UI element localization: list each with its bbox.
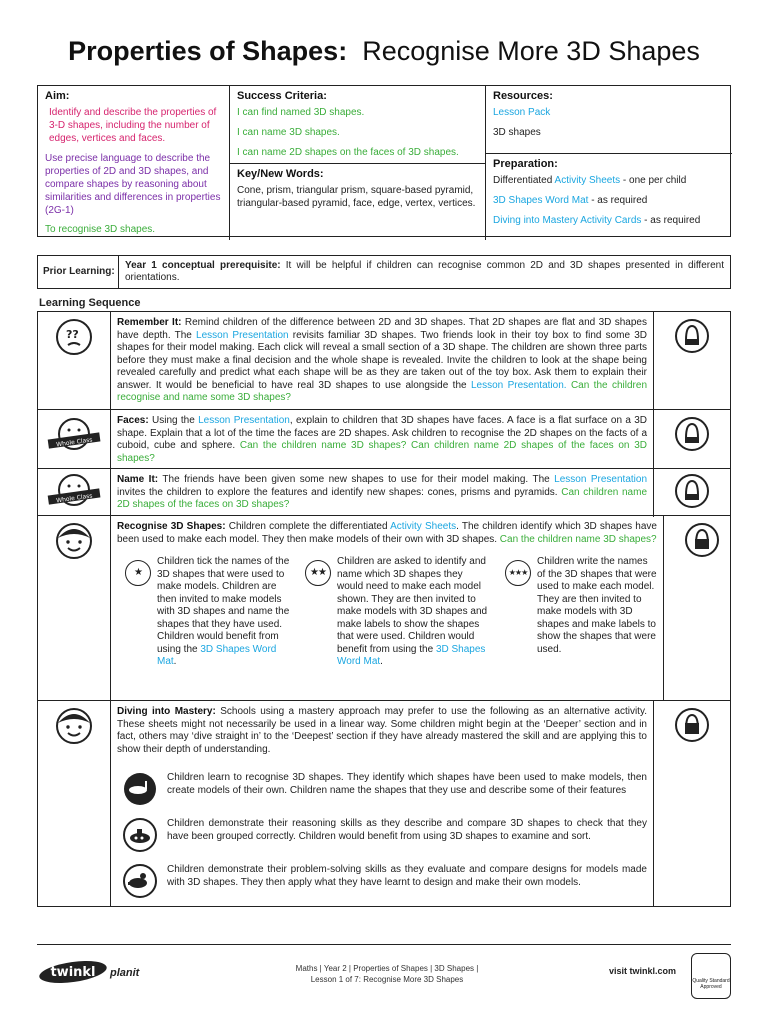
success-item-2: I can name 3D shapes. — [237, 127, 340, 138]
footer — [37, 944, 731, 1000]
activity-sheets-link[interactable]: Activity Sheets — [554, 175, 621, 186]
two-star-icon: ★★ — [305, 560, 331, 586]
success-heading: Success Criteria: — [237, 90, 327, 102]
nameit-presentation-link[interactable]: Lesson Presentation — [554, 474, 647, 485]
aim-item-3: To recognise 3D shapes. — [45, 224, 156, 235]
task-two-star: Children are asked to identify and name which 3D shapes they would need to make each model shown. They are then invited to make models with 3D shapes and make labels to show the shapes that were used. Children would benefit from using the 3D Shapes Word Mat. — [337, 556, 488, 667]
resources-column — [486, 86, 732, 240]
recognise-text: Recognise 3D Shapes: Children complete the differentiated Activity Sheets. The children identify which 3D shapes have been used to make each model. They then make models of their own with 3D shapes. Can the children name 3D shapes? ★ Children tick the names of the 3D shapes that were used to make models. Children are then invited to make models with 3D shapes and name the shapes that they have used. Children would benefit from using the 3D Shapes Word Mat. ★★ Children are asked to identify and name which 3D shapes they would need to make each model shown. They are then invited to make models with 3D shapes and make labels to show the shapes that were used. Children would benefit from using the 3D Shapes Word Mat. ★★★ Children write the names of the 3D shapes that were used to make each model. They are then invited to make models with 3D shapes and make labels to show the shapes that were used. — [117, 521, 657, 667]
aim-heading: Aim: — [45, 90, 70, 102]
lesson-pack-link[interactable]: Lesson Pack — [493, 107, 551, 118]
aim-item-1: Identify and describe the properties of 3-D shapes, including the number of edges, vertices and faces. — [49, 107, 217, 144]
preparation-heading: Preparation: — [493, 158, 558, 170]
prep-line-1: Differentiated Activity Sheets - one per child — [493, 175, 687, 186]
thinking-face-icon — [55, 318, 93, 356]
mastery-text: Diving into Mastery: Schools using a mastery approach may prefer to use the following as an alternative activity. These sheets might not necessarily be used in a linear way. Some children might begin at the ‘Deeper’ section and in fact, others may ‘dive straight in’ to the ‘Deepest’ section if they have already mastered the skill and are applying this to show their depth of understanding. Children learn to recognise 3D shapes. They identify which shapes have been used to make models, then create models of their own. Children name the shapes that they use and describe some of their features Children demonstrate their reasoning skills as they describe and compare 3D shapes to check that they have been grouped correctly. Children would benefit from using 3D shapes to examine and sort. Children demonstrate their problem-solving skills as they evaluate and compare designs for models made with 3D shapes. They then apply what they have learnt to design and make their own models. — [111, 701, 653, 906]
task-one-star: Children tick the names of the 3D shapes that were used to make models. Children are then invited to make models with 3D shapes and name the shapes that they have used. Children would benefit from using the 3D Shapes Word Mat. — [157, 556, 290, 667]
depth-gauge-half-icon — [684, 522, 720, 558]
remember-text: Remember It: Remind children of the difference between 2D and 3D shapes. That 2D shapes are flat and 3D shapes have depth. The Lesson Presentation revisits familiar 3D shapes. Two friends look in their toy box to find some 3D shapes for their model making. Each click will reveal a small section of a 3D shape. The children are shown three parts before they must make a final decision and the whole shape is revealed. Invite the children to look at the shape being revealed carefully and predict what each shape will be as they are taken out of the toy box. Ask them to explain their answer. It would be beneficial to have real 3D shapes to use alongside the Lesson Presentation. Can the children recognise and name some 3D shapes? — [117, 317, 648, 403]
resources-heading: Resources: — [493, 90, 553, 102]
word-mat-link-2[interactable]: 3D Shapes Word Mat — [337, 643, 486, 667]
row-recognise — [38, 516, 730, 701]
mastery-cards-link[interactable]: Diving into Mastery Activity Cards — [493, 215, 642, 226]
planit-logo: planit — [110, 967, 140, 979]
faces-presentation-link[interactable]: Lesson Presentation — [198, 415, 290, 426]
learning-sequence — [37, 311, 731, 907]
overview-table — [37, 85, 731, 237]
aim-item-2: Use precise language to describe the properties of 2D and 3D shapes, and compare shapes by reasoning about similarities and differences in properties (2G-1) — [45, 153, 221, 216]
aim-column — [38, 86, 230, 240]
depth-gauge-icon — [674, 473, 710, 509]
visit-link[interactable]: visit twinkl.com — [609, 966, 677, 976]
prior-text: Year 1 conceptual prerequisite: It will be helpful if children can recognise common 2D and 3D shapes presented in different orientations. — [118, 256, 730, 288]
depth-gauge-full-icon — [674, 707, 710, 743]
title-rest: Recognise More 3D Shapes — [362, 36, 700, 66]
page-title — [0, 36, 768, 67]
task-three-star: Children write the names of the 3D shapes that were used to make each model. They are then invited to make models with 3D shapes and make labels to show the shapes that were used. — [537, 556, 657, 655]
twinkl-logo-text: twinkl — [50, 965, 96, 980]
whole-class-icon — [46, 472, 102, 512]
whole-class-icon — [46, 416, 102, 456]
success-item-1: I can find named 3D shapes. — [237, 107, 365, 118]
row-mastery — [38, 701, 730, 906]
keywords-heading: Key/New Words: — [237, 168, 324, 180]
mastery-item-deeper: Children demonstrate their reasoning skills as they describe and compare 3D shapes to check that they have been grouped correctly. Children would benefit from using 3D shapes to examine and sort. — [117, 818, 647, 852]
presentation-link[interactable]: Lesson Presentation — [196, 329, 289, 341]
diver-icon — [123, 864, 157, 898]
sequence-heading: Learning Sequence — [39, 297, 141, 309]
differentiated-tasks — [117, 556, 657, 669]
snorkel-icon — [123, 772, 157, 806]
resources-text: 3D shapes — [493, 127, 541, 138]
three-star-icon: ★★★ — [505, 560, 531, 586]
prep-line-2: 3D Shapes Word Mat - as required — [493, 195, 648, 206]
whole-class-label: Whole Class — [55, 492, 93, 505]
nameit-text: Name It: The friends have been given some new shapes to use for their model making. The Lesson Presentation invites the children to explore the features and identify new shapes: cones, prisms and pyramids. Can children name 2D shapes of the faces on 3D shapes? — [117, 474, 648, 510]
row-faces — [38, 410, 730, 469]
whole-class-label: Whole Class — [55, 436, 93, 449]
prior-label: Prior Learning: — [43, 266, 115, 277]
prep-line-3: Diving into Mastery Activity Cards - as required — [493, 215, 701, 226]
word-mat-link-1[interactable]: 3D Shapes Word Mat — [157, 643, 277, 667]
child-face-icon — [55, 707, 93, 745]
faces-text: Faces: Using the Lesson Presentation, explain to children that 3D shapes have faces. A face is a flat surface on a 3D shape. Explain that a lot of the time the faces are 2D shapes. Ask children to recognise the 2D shapes on the facts of a cuboid, cube and sphere. Can the children name 3D shapes? Can children name 2D shapes of the faces on 3D shapes? — [117, 415, 648, 464]
success-item-3: I can name 2D shapes on the faces of 3D shapes. — [237, 147, 459, 158]
recognise-activity-link[interactable]: Activity Sheets — [390, 521, 457, 532]
depth-gauge-icon — [674, 416, 710, 452]
submarine-icon — [123, 818, 157, 852]
row-name-it — [38, 469, 730, 516]
title-bold: Properties of Shapes: — [68, 36, 348, 66]
keywords-text: Cone, prism, triangular prism, square-based pyramid, triangular-based pyramid, face, edge, vertex, vertices. — [237, 185, 476, 209]
presentation-link-2[interactable]: Lesson Presentation. — [470, 379, 567, 391]
prior-learning — [37, 255, 731, 289]
row-remember — [38, 312, 730, 410]
mastery-item-deepest: Children demonstrate their problem-solving skills as they evaluate and compare designs for models made with 3D shapes. They then apply what they have learnt to design and make their own models. — [117, 864, 647, 898]
mastery-item-deep: Children learn to recognise 3D shapes. They identify which shapes have been used to make models, then create models of their own. Children name the shapes that they use and describe some of their features — [117, 772, 647, 806]
child-face-icon — [55, 522, 93, 560]
one-star-icon: ★ — [125, 560, 151, 586]
depth-gauge-icon — [674, 318, 710, 354]
quality-badge: Quality Standard Approved — [691, 953, 731, 999]
footer-lesson-info: Maths | Year 2 | Properties of Shapes | 3D Shapes | Lesson 1 of 7: Recognise More 3D Shapes — [295, 964, 479, 984]
svg-text:??: ?? — [66, 328, 79, 341]
success-column — [230, 86, 486, 240]
twinkl-logo-icon — [37, 955, 109, 989]
word-mat-link[interactable]: 3D Shapes Word Mat — [493, 195, 589, 206]
